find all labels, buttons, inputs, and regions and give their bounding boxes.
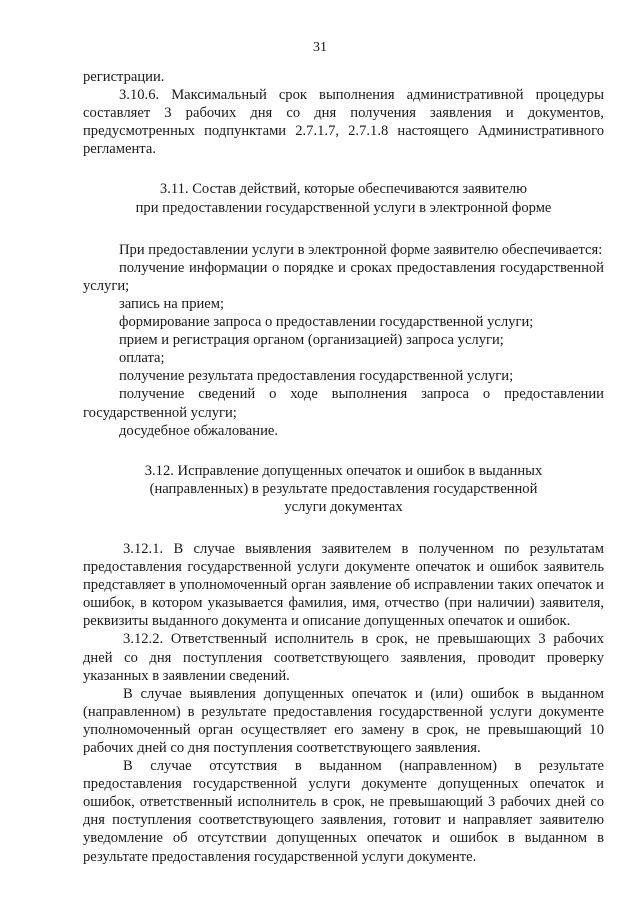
list-item: прием и регистрация органом (организацией) запроса услуги; bbox=[119, 332, 504, 349]
heading-line: 3.11. Состав действий, которые обеспечиваются заявителю bbox=[159, 181, 528, 198]
list-item: запись на прием; bbox=[119, 295, 225, 312]
section-heading-3-12 bbox=[83, 462, 604, 516]
heading-line: при предоставлении государственной услуги в электронной форме bbox=[135, 199, 552, 216]
paragraph-3-12-2: 3.12.2. Ответственный исполнитель в срок, не превышающих 3 рабочих дней со дня поступления соответствующего заявления, проводит проверку указанных в заявлении сведений. bbox=[83, 631, 604, 684]
heading-line: услуги документах bbox=[284, 498, 403, 515]
heading-line: 3.12. Исправление допущенных опечаток и ошибок в выданных bbox=[144, 462, 543, 479]
list-item: формирование запроса о предоставлении государственной услуги; bbox=[119, 314, 534, 331]
paragraph-3-10-6: 3.10.6. Максимальный срок выполнения административной процедуры составляет 3 рабочих дня со дня получения заявления и документов, предусмотренных подпунктами 2.7.1.7, 2.7.1.8 настоящего Административного регламента. bbox=[83, 87, 604, 158]
list-item: получение результата предоставления государственной услуги; bbox=[119, 368, 514, 385]
paragraph-3-12-1: 3.12.1. В случае выявления заявителем в полученном по результатам предоставления государственной услуги документе опечаток и ошибок заявитель представляет в уполномоченный орган заявление об исправлении таких опечаток и ошибок, в котором указывается фамилия, имя, отчество (при наличии) заявителя, реквизиты выданного документа и описание допущенных опечаток и ошибок. bbox=[83, 540, 604, 630]
paragraph-errors-found: В случае выявления допущенных опечаток и (или) ошибок в выданном (направленном) в результате предоставления государственной услуги документе уполномоченный орган осуществляет его замену в срок, не превышающий 10 рабочих дней со дня поступления соответствующего заявления. bbox=[83, 685, 604, 756]
list-item: досудебное обжалование. bbox=[119, 422, 279, 439]
section-heading-3-11 bbox=[83, 180, 604, 216]
list-item: оплата; bbox=[119, 350, 165, 367]
document-body bbox=[83, 68, 604, 866]
list-item: получение сведений о ходе выполнения запроса о предоставлении государственной услуги; bbox=[83, 386, 604, 421]
paragraph-errors-absent: В случае отсутствия в выданном (направленном) в результате предоставления государственной услуги документе допущенных опечаток и ошибок, ответственный исполнитель в срок, не превышающий 3 рабочих дней со дня поступления соответствующего заявления, готовит и направляет заявителю уведомление об отсутствии допущенных опечаток и ошибок в выданном в результате предоставления государственной услуги документе. bbox=[83, 758, 604, 865]
paragraph-intro-3-11: При предоставлении услуги в электронной форме заявителю обеспечивается: bbox=[119, 241, 603, 258]
continued-text: регистрации. bbox=[83, 69, 165, 85]
list-item: получение информации о порядке и сроках предоставления государственной услуги; bbox=[83, 259, 604, 294]
actions-list bbox=[83, 259, 604, 440]
page-number: 31 bbox=[313, 40, 327, 55]
heading-line: (направленных) в результате предоставления государственной bbox=[149, 480, 538, 497]
